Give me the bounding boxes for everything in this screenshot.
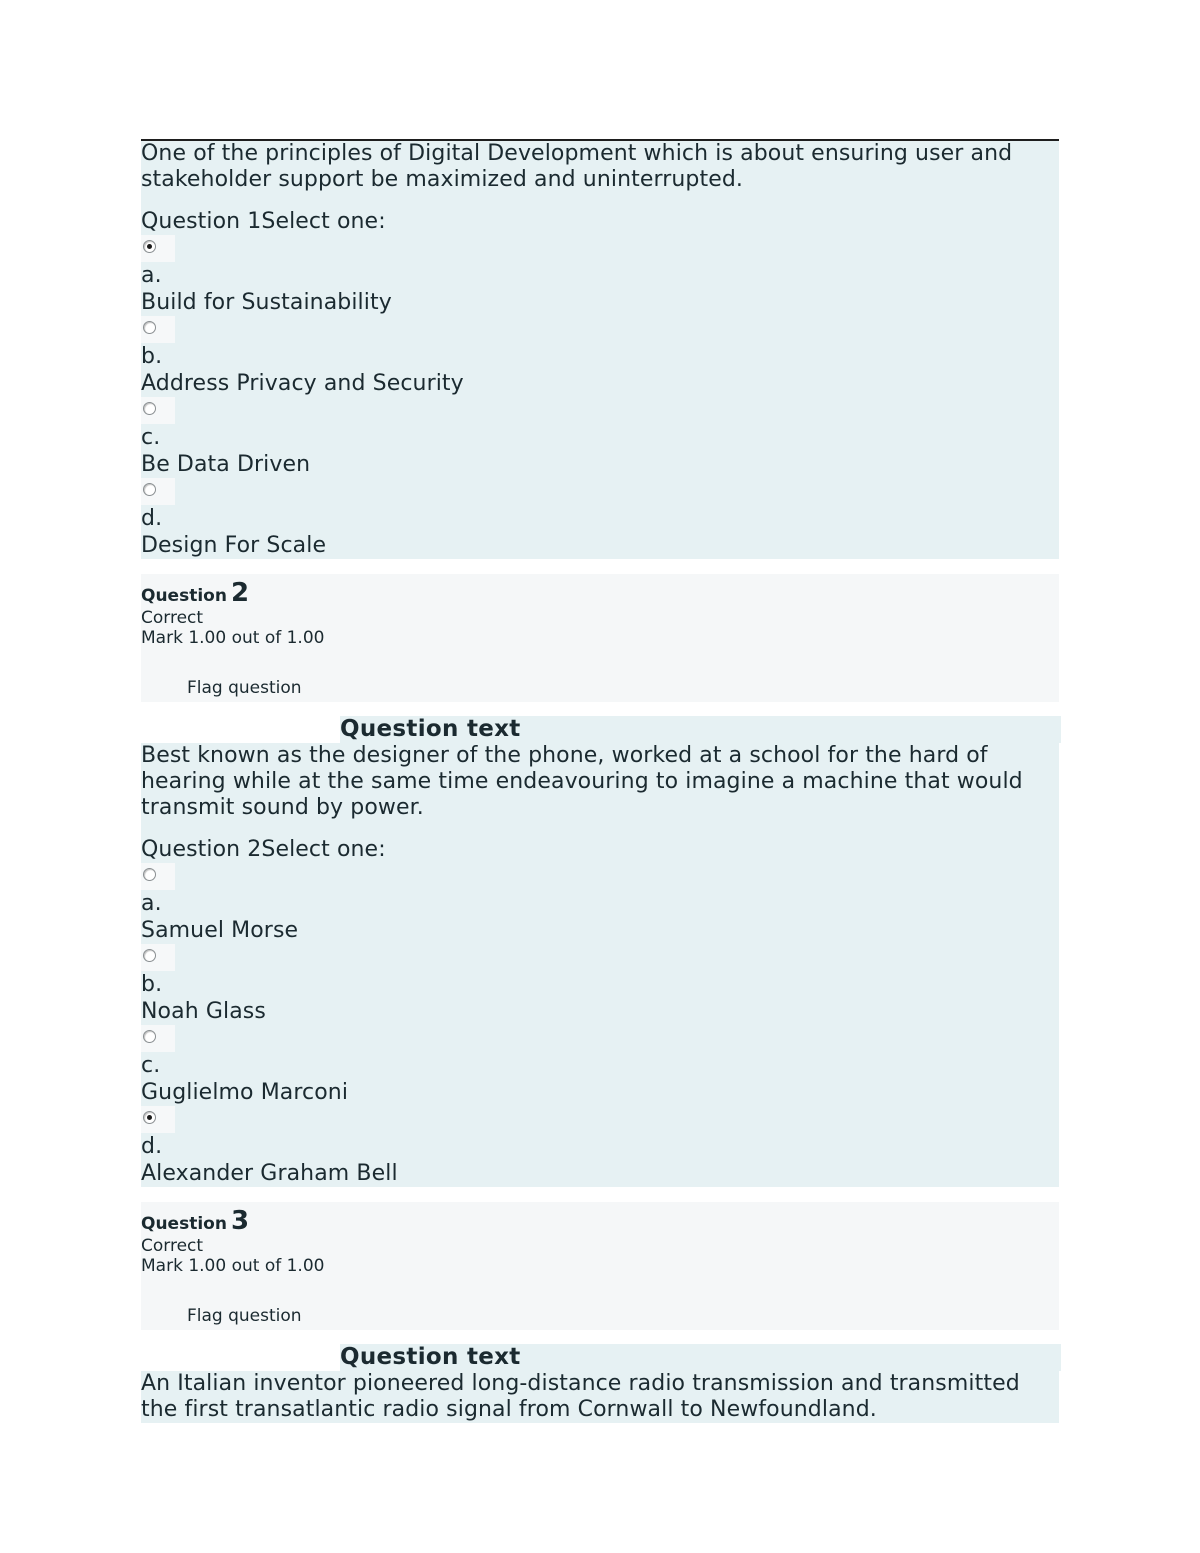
option-radio-row — [141, 863, 1059, 890]
option-radio-row — [141, 316, 1059, 343]
question-text-heading: Question text — [340, 716, 521, 742]
question-2-prompt: Question 2Select one: — [141, 837, 386, 862]
question-label: Question — [141, 586, 227, 606]
question-2-status: Correct — [141, 608, 204, 628]
option-radio-row — [141, 397, 1059, 424]
question-3-info — [141, 1202, 1059, 1330]
question-1-content — [141, 141, 1059, 559]
question-1-prompt: Question 1Select one: — [141, 209, 386, 234]
option-a-letter: a. — [141, 891, 162, 916]
option-radio-row — [141, 478, 1059, 505]
question-number: 2 — [230, 578, 250, 608]
option-c-radio[interactable] — [143, 402, 156, 415]
question-3-title — [141, 1206, 1059, 1236]
option-c-radio[interactable] — [143, 1030, 156, 1043]
flag-question-link[interactable]: Flag question — [187, 678, 302, 698]
option-a-label[interactable]: Samuel Morse — [141, 918, 299, 943]
option-b-letter: b. — [141, 344, 163, 369]
option-radio-row — [141, 235, 1059, 262]
question-2-mark: Mark 1.00 out of 1.00 — [141, 628, 325, 648]
question-2-content — [141, 743, 1059, 1187]
question-3-text: An Italian inventor pioneered long-distance radio transmission and transmitted the first transatlantic radio signal from Cornwall to Newfoundland. — [141, 1371, 1020, 1422]
question-3-heading — [141, 1344, 1059, 1371]
question-text-heading: Question text — [340, 1344, 521, 1370]
question-number: 3 — [230, 1206, 250, 1236]
option-d-letter: d. — [141, 1134, 163, 1159]
question-2-title — [141, 578, 1059, 608]
flag-question-link[interactable]: Flag question — [187, 1306, 302, 1326]
option-c-letter: c. — [141, 1053, 161, 1078]
option-c-label[interactable]: Be Data Driven — [141, 452, 311, 477]
option-b-label[interactable]: Address Privacy and Security — [141, 371, 464, 396]
question-3-content — [141, 1371, 1059, 1423]
option-a-radio[interactable] — [143, 240, 156, 253]
option-c-label[interactable]: Guglielmo Marconi — [141, 1080, 349, 1105]
option-a-label[interactable]: Build for Sustainability — [141, 290, 392, 315]
option-radio-row — [141, 1106, 1059, 1133]
option-d-radio[interactable] — [143, 483, 156, 496]
option-b-radio[interactable] — [143, 949, 156, 962]
option-b-letter: b. — [141, 972, 163, 997]
question-3-status: Correct — [141, 1236, 204, 1256]
question-1-text: One of the principles of Digital Development which is about ensuring user and stakeholder support be maximized and uninterrupted. — [141, 141, 1013, 192]
option-a-radio[interactable] — [143, 868, 156, 881]
option-radio-row — [141, 944, 1059, 971]
option-d-label[interactable]: Alexander Graham Bell — [141, 1161, 398, 1186]
option-c-letter: c. — [141, 425, 161, 450]
option-d-letter: d. — [141, 506, 163, 531]
option-d-radio[interactable] — [143, 1111, 156, 1124]
option-b-label[interactable]: Noah Glass — [141, 999, 266, 1024]
option-radio-row — [141, 1025, 1059, 1052]
option-d-label[interactable]: Design For Scale — [141, 533, 327, 558]
quiz-review-page — [141, 139, 1059, 1423]
option-a-letter: a. — [141, 263, 162, 288]
question-2-info — [141, 574, 1059, 702]
question-2-heading — [141, 716, 1059, 743]
option-b-radio[interactable] — [143, 321, 156, 334]
question-2-text: Best known as the designer of the phone, worked at a school for the hard of hearing while at the same time endeavouring to imagine a machine that would transmit sound by power. — [141, 743, 1023, 820]
question-3-mark: Mark 1.00 out of 1.00 — [141, 1256, 325, 1276]
question-label: Question — [141, 1214, 227, 1234]
